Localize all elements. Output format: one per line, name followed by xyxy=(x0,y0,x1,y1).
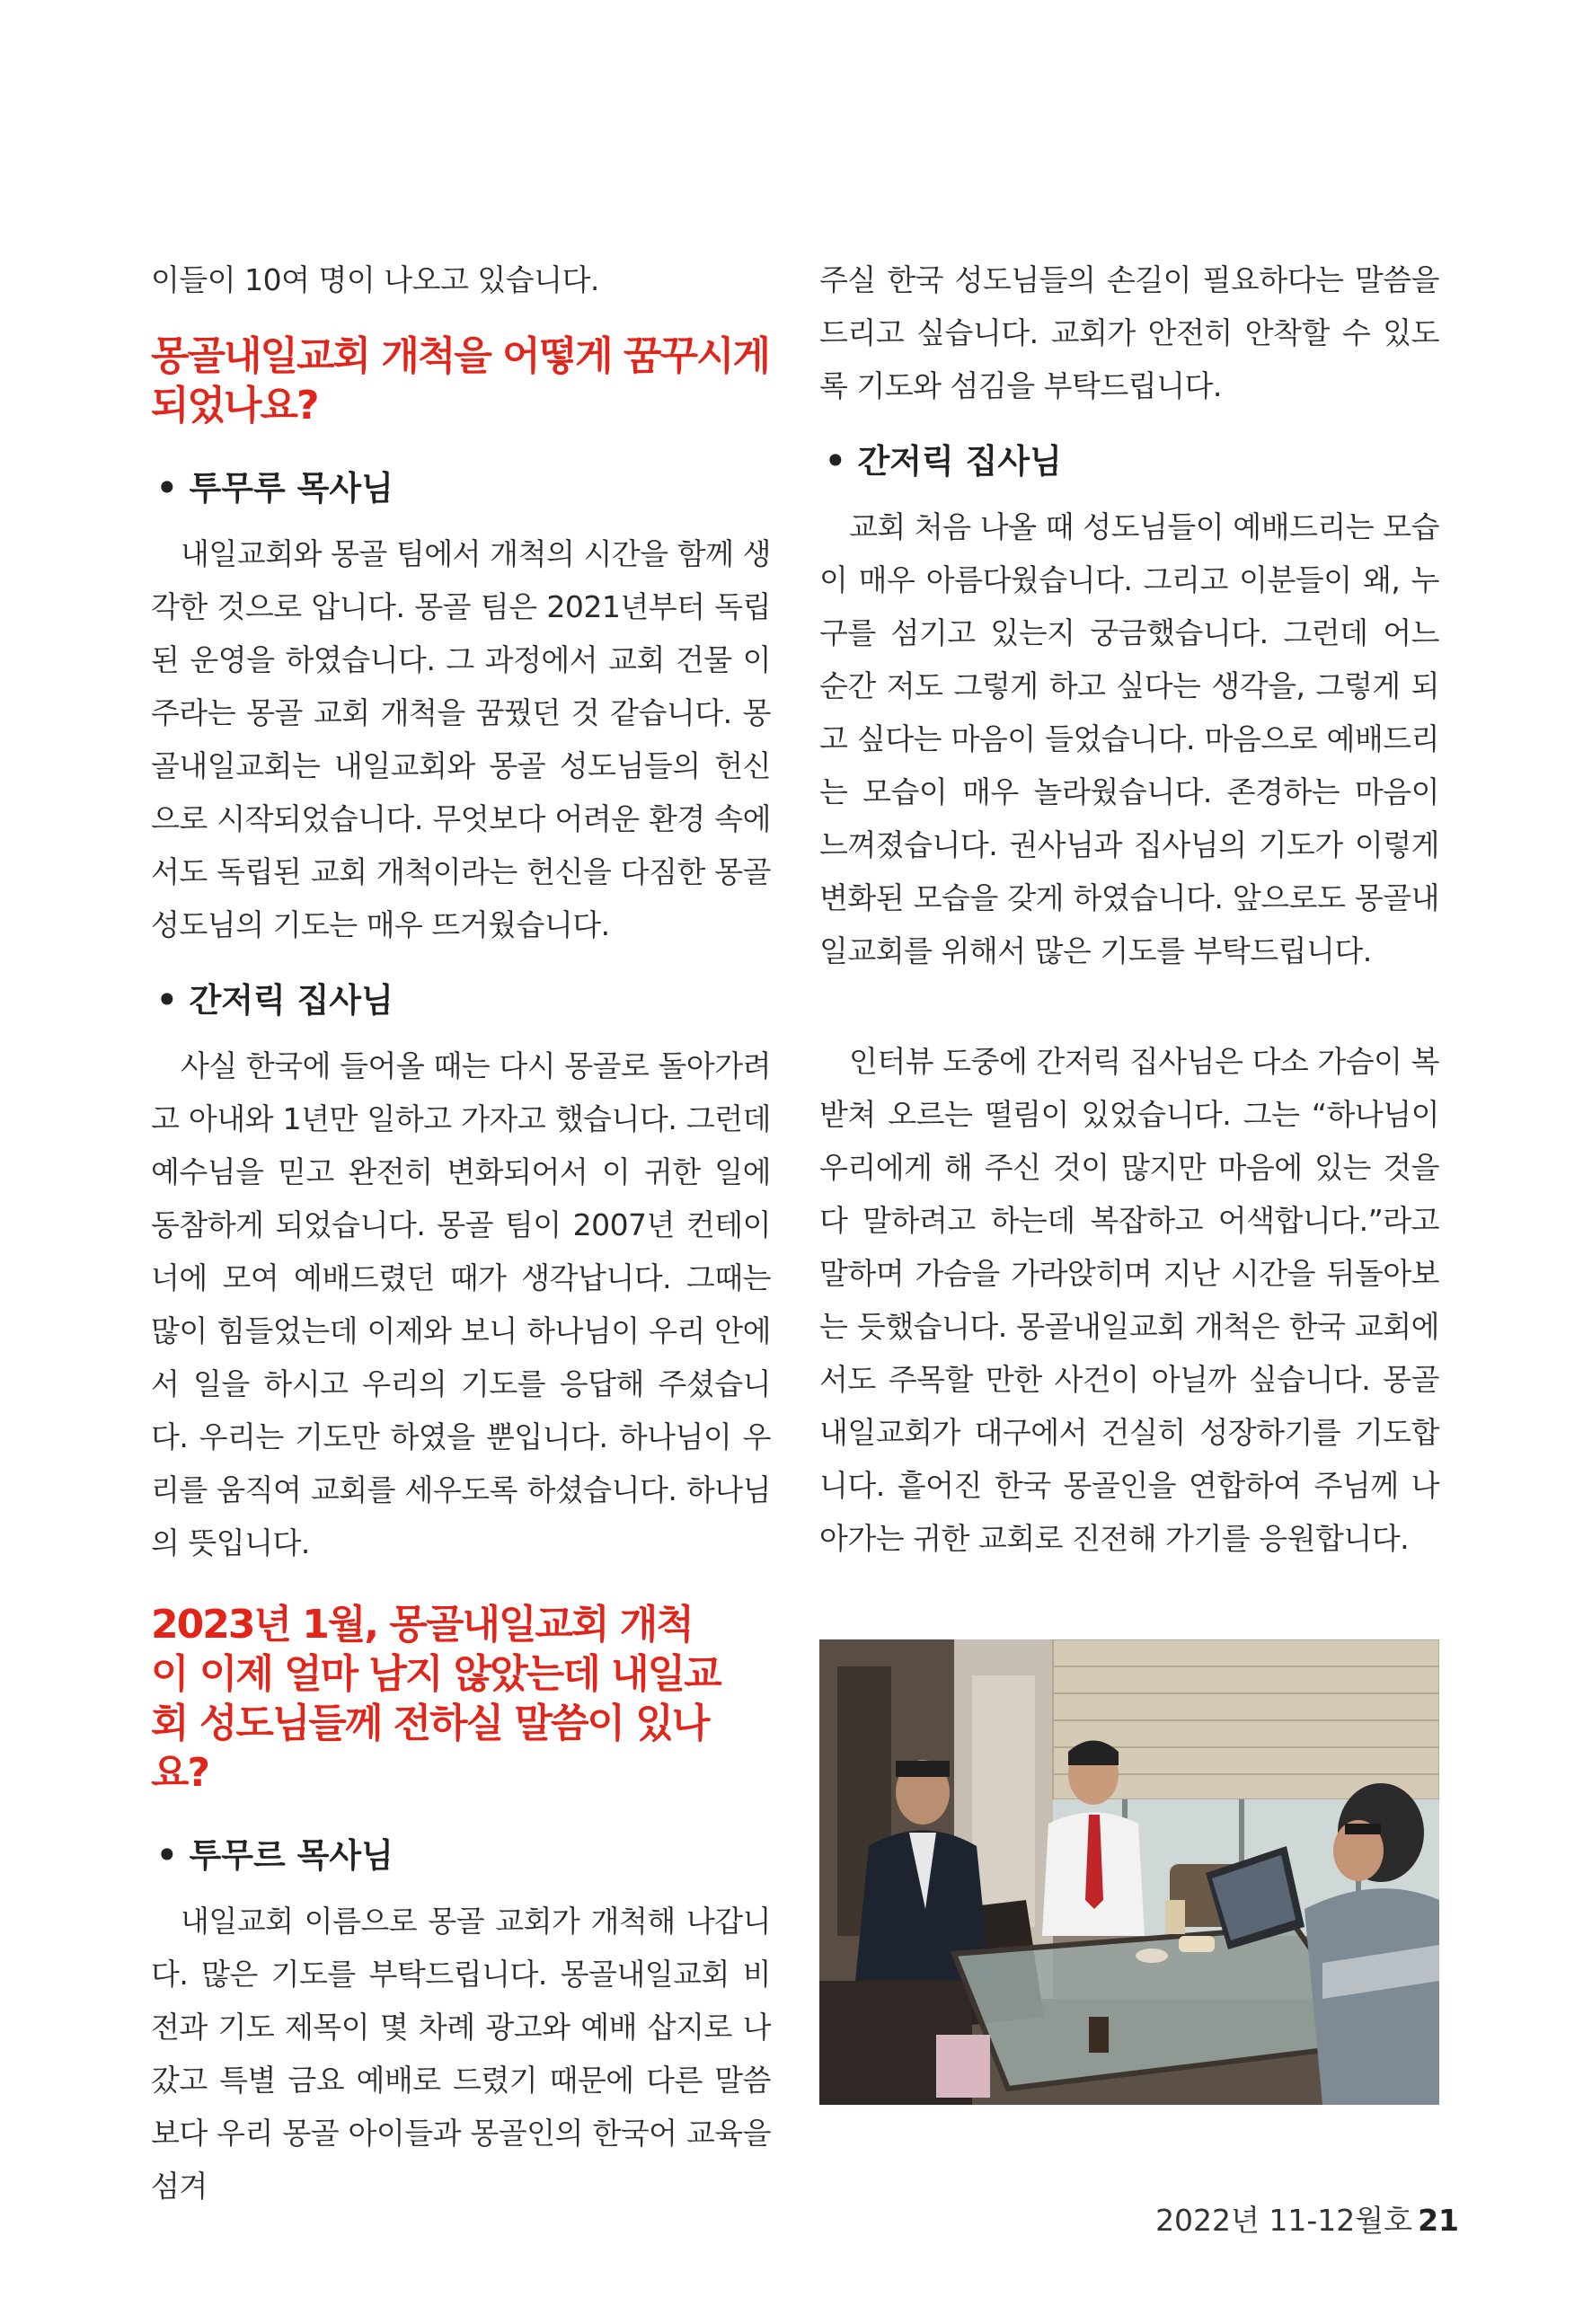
q2-answer-1: 내일교회 이름으로 몽골 교회가 개척해 나갑니다. 많은 기도를 부탁드립니다. 몽골내일교회 비전과 기도 제목이 몇 차례 광고와 예배 삽지로 나갔고 특별 금요 예배로 드렸기 때문에 다른 말씀보다 우리 몽골 아이들과 몽골인의 한국어 교육을 섬겨 xyxy=(151,1904,771,2204)
left-column xyxy=(151,253,771,2213)
right-speaker: • 간저릭 집사님 xyxy=(825,442,1062,481)
interview-photo xyxy=(819,1639,1439,2105)
continuation-paragraph: 주실 한국 성도님들의 손길이 필요하다는 말씀을 드리고 싶습니다. 교회가 안전히 안착할 수 있도록 기도와 섬김을 부탁드립니다. xyxy=(819,262,1439,403)
page-number: 21 xyxy=(1418,2203,1459,2238)
q2-speaker-1: • 투무르 목사님 xyxy=(156,1836,394,1875)
closing-paragraph: 인터뷰 도중에 간저릭 집사님은 다소 가슴이 복받쳐 오르는 떨림이 있었습니다. 그는 “하나님이 우리에게 해 주신 것이 많지만 마음에 있는 것을 다 말하려고 하는데 복잡하고 어색합니다.”라고 말하며 가슴을 가라앉히며 지난 시간을 뒤돌아보는 듯했습니다. 몽골내일교회 개척은 한국 교회에서도 주목할 만한 사건이 아닐까 싶습니다. 몽골내일교회가 대구에서 건실히 성장하기를 기도합니다. 흩어진 한국 몽골인을 연합하여 주님께 나아가는 귀한 교회로 진전해 가기를 응원합니다. xyxy=(819,1044,1439,1556)
right-answer: 교회 처음 나올 때 성도님들이 예배드리는 모습이 매우 아름다웠습니다. 그리고 이분들이 왜, 누구를 섬기고 있는지 궁금했습니다. 그런데 어느 순간 저도 그렇게 하고 싶다는 생각을, 그렇게 되고 싶다는 마음이 들었습니다. 마음으로 예배드리는 모습이 매우 놀라웠습니다. 존경하는 마음이 느껴졌습니다. 권사님과 집사님의 기도가 이렇게 변화된 모습을 갖게 하였습니다. 앞으로도 몽골내일교회를 위해서 많은 기도를 부탁드립니다. xyxy=(819,509,1439,968)
question-2-heading: 2023년 1월, 몽골내일교회 개척이 이제 얼마 남지 않았는데 내일교회 성도님들께 전하실 말씀이 있나요? xyxy=(151,1602,721,1796)
page-footer xyxy=(1155,2197,1459,2240)
q1-answer-2: 사실 한국에 들어올 때는 다시 몽골로 돌아가려고 아내와 1년만 일하고 가자고 했습니다. 그런데 예수님을 믿고 완전히 변화되어서 이 귀한 일에 동참하게 되었습니다. 몽골 팀이 2007년 컨테이너에 모여 예배드렸던 때가 생각납니다. 그때는 많이 힘들었는데 이제와 보니 하나님이 우리 안에서 일을 하시고 우리의 기도를 응답해 주셨습니다. 우리는 기도만 하였을 뿐입니다. 하나님이 우리를 움직여 교회를 세우도록 하셨습니다. 하나님의 뜻입니다. xyxy=(151,1048,771,1560)
q1-speaker-1: • 투무루 목사님 xyxy=(156,469,394,508)
q1-answer-1: 내일교회와 몽골 팀에서 개척의 시간을 함께 생각한 것으로 압니다. 몽골 팀은 2021년부터 독립된 운영을 하였습니다. 그 과정에서 교회 건물 이주라는 몽골 교회 개척을 꿈꿨던 것 같습니다. 몽골내일교회는 내일교회와 몽골 성도님들의 헌신으로 시작되었습니다. 무엇보다 어려운 환경 속에서도 독립된 교회 개척이라는 헌신을 다짐한 몽골 성도님의 기도는 매우 뜨거웠습니다. xyxy=(151,536,771,942)
right-column xyxy=(819,253,1439,1565)
issue-label: 2022년 11-12월호 xyxy=(1155,2203,1413,2238)
intro-line: 이들이 10여 명이 나오고 있습니다. xyxy=(151,262,599,297)
q1-speaker-2: • 간저릭 집사님 xyxy=(156,981,394,1020)
question-1-heading: 몽골내일교회 개척을 어떻게 꿈꾸시게 되었나요? xyxy=(151,333,770,429)
